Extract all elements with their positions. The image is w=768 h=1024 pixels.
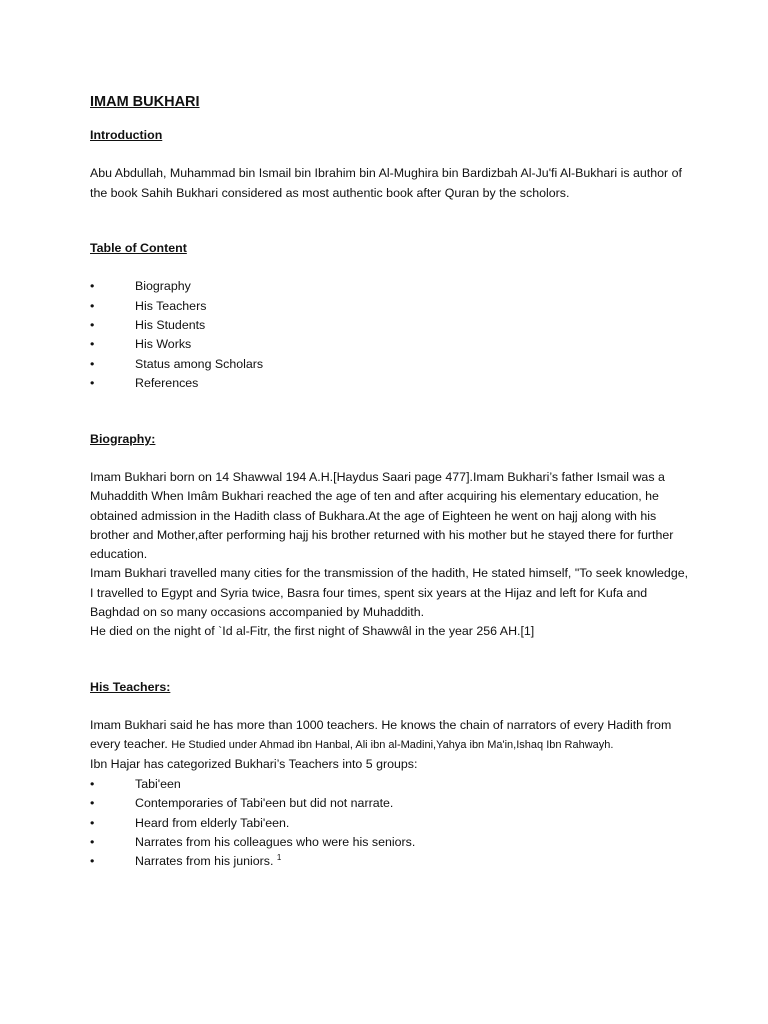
teachers-paragraph: Imam Bukhari said he has more than 1000 teachers. He knows the chain of narrators of every Hadith from every teacher. He Studied under Ahmad ibn Hanbal, Ali ibn al-Madini,Yahya ibn Ma'in,Ishaq Ibn Rahwayh.	[90, 717, 672, 752]
footnote-mark[interactable]: 1	[276, 853, 282, 863]
teacher-group-item: • Contemporaries of Tabi'een but did not narrate.	[90, 794, 690, 813]
toc-item: • Biography	[90, 277, 690, 296]
biography-paragraph: He died on the night of `Id al-Fitr, the first night of Shawwâl in the year 256 AH.[1]	[90, 624, 535, 639]
teacher-group-item: • Tabi'een	[90, 775, 690, 794]
teachers-heading: His Teachers:	[90, 679, 171, 694]
bullet-icon: •	[90, 815, 95, 830]
bullet-icon: •	[90, 776, 95, 791]
page-title: IMAM BUKHARI	[90, 94, 200, 110]
bullet-icon: •	[90, 376, 95, 391]
toc-item: • His Works	[90, 335, 690, 354]
introduction-paragraph: Abu Abdullah, Muhammad bin Ismail bin Ibrahim bin Al-Mughira bin Bardizbah Al-Ju'fi Al-Bukhari is author of the book Sahih Bukhari considered as most authentic book after Quran by the scholors.	[90, 166, 682, 200]
toc-heading: Table of Content	[90, 240, 187, 255]
toc-item: • His Teachers	[90, 297, 690, 316]
bullet-icon: •	[90, 318, 95, 332]
bullet-icon: •	[90, 835, 95, 849]
teacher-group-item: • Heard from elderly Tabi'een.	[90, 814, 690, 833]
teacher-groups-list	[90, 775, 690, 872]
biography-paragraph: Imam Bukhari travelled many cities for the transmission of the hadith, He stated himself, "To seek knowledge, I travelled to Egypt and Syria twice, Basra four times, spent six years at the Hijaz and left for Kufa and Baghdad on so many occasions accompanied by Muhaddith.	[90, 566, 689, 619]
introduction-heading: Introduction	[90, 128, 163, 142]
biography-heading: Biography:	[90, 431, 156, 446]
teacher-group-item: • Narrates from his colleagues who were his seniors.	[90, 833, 690, 852]
bullet-icon: •	[90, 279, 95, 294]
toc-list	[90, 277, 690, 393]
document-page	[90, 92, 690, 872]
toc-item: • His Students	[90, 316, 690, 335]
teacher-group-item: • Narrates from his juniors. $^1$	[90, 852, 690, 871]
biography-paragraph: Imam Bukhari born on 14 Shawwal 194 A.H.[Haydus Saari page 477].Imam Bukhari’s father Ismail was a Muhaddith When Imâm Bukhari reached the age of ten and after acquiring his elementary education, he obtained admission in the Hadith class of Bukhara.At the age of Eighteen he went on hajj along with his brother and Mother,after performing hajj his brother returned with his mother but he stayed there for further education.	[90, 469, 674, 562]
bullet-icon: •	[90, 298, 95, 313]
toc-item: • Status among Scholars	[90, 355, 690, 374]
teachers-small-note: He Studied under Ahmad ibn Hanbal, Ali ibn al-Madini,Yahya ibn Ma'in,Ishaq Ibn Rahwayh.	[171, 739, 614, 752]
teachers-categories-line: Ibn Hajar has categorized Bukhari’s Teachers into 5 groups:	[90, 757, 418, 772]
bullet-icon: •	[90, 854, 95, 869]
bullet-icon: •	[90, 337, 95, 352]
bullet-icon: •	[90, 356, 95, 371]
toc-item: • References	[90, 374, 690, 393]
bullet-icon: •	[90, 796, 95, 811]
